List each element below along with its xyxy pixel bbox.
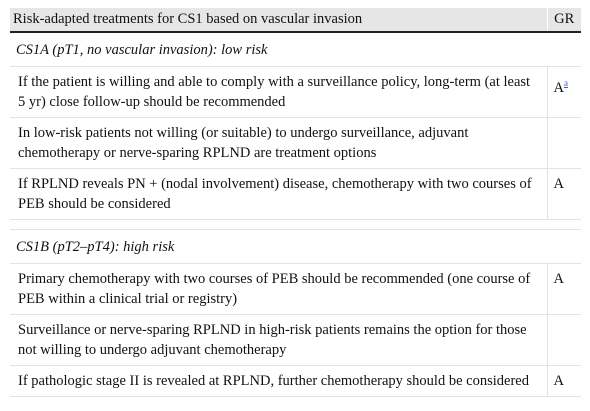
table-row <box>10 315 581 366</box>
section-heading-row <box>10 32 581 67</box>
recommendations-table <box>10 8 581 397</box>
header-title: Risk-adapted treatments for CS1 based on vascular invasion <box>10 8 547 32</box>
table-row <box>10 264 581 315</box>
header-grade: GR <box>547 8 581 32</box>
row-grade: A <box>547 366 581 397</box>
row-grade: A <box>547 169 581 220</box>
section-heading-high-risk: CS1B (pT2–pT4): high risk <box>10 230 581 264</box>
table-row <box>10 67 581 118</box>
table-row <box>10 169 581 220</box>
header-row <box>10 8 581 32</box>
spacer-cell <box>10 220 581 230</box>
spacer-row <box>10 220 581 230</box>
row-text: Surveillance or nerve-sparing RPLND in high-risk patients remains the option for those not willing to undergo adjuvant chemotherapy <box>10 315 547 366</box>
table-row <box>10 118 581 169</box>
row-grade-cell <box>547 67 581 118</box>
section-heading-row <box>10 230 581 264</box>
row-grade <box>547 315 581 366</box>
section-heading-low-risk: CS1A (pT1, no vascular invasion): low risk <box>10 32 581 67</box>
row-text: If the patient is willing and able to comply with a surveillance policy, long-term (at least 5 yr) close follow-up should be recommended <box>10 67 547 118</box>
row-grade: A <box>553 79 564 96</box>
row-text: Primary chemotherapy with two courses of PEB should be recommended (one course of PEB within a clinical trial or registry) <box>10 264 547 315</box>
row-text: If RPLND reveals PN + (nodal involvement) disease, chemotherapy with two courses of PEB should be considered <box>10 169 547 220</box>
row-text: In low-risk patients not willing (or suitable) to undergo surveillance, adjuvant chemotherapy or nerve-sparing RPLND are treatment options <box>10 118 547 169</box>
table-row <box>10 366 581 397</box>
row-grade <box>547 118 581 169</box>
row-grade: A <box>547 264 581 315</box>
footnote-link[interactable]: a <box>563 78 568 88</box>
row-text: If pathologic stage II is revealed at RPLND, further chemotherapy should be considered <box>10 366 547 397</box>
